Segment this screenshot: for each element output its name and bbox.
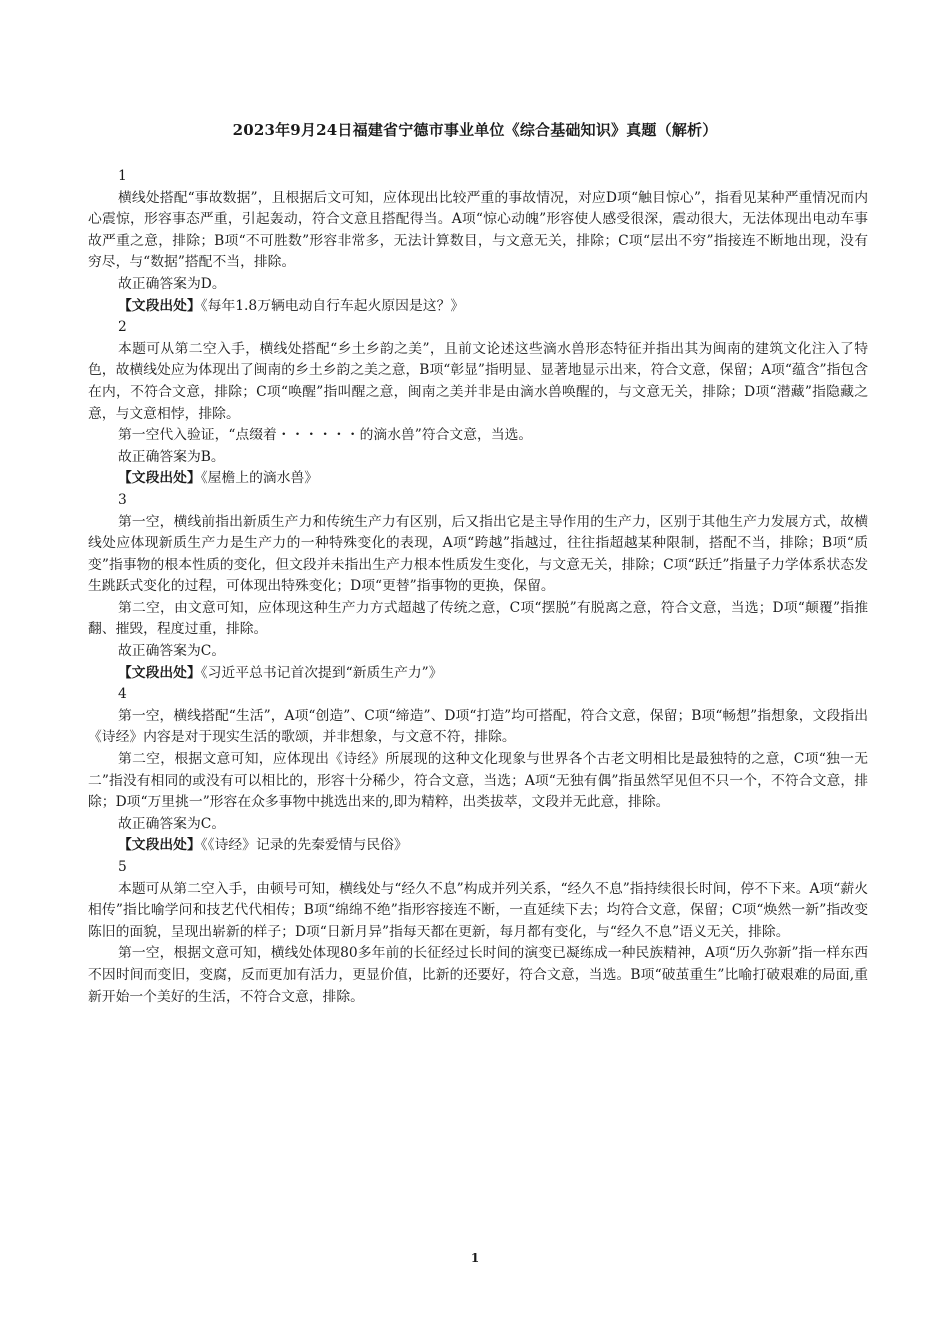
source-line bbox=[88, 663, 868, 685]
source-title: 《屋檐上的滴水兽》 bbox=[200, 470, 319, 487]
analysis-paragraph: 第一空，横线搭配“生活”，A项“创造”、C项“缔造”、D项“打造”均可搭配，符合文意，保留；B项“畅想”指想象，文段指出《诗经》内容是对于现实生活的歌颂，并非想象，与文意不符，排除。 bbox=[88, 707, 868, 746]
source-line bbox=[88, 296, 868, 318]
question-number: 4 bbox=[118, 686, 127, 703]
analysis-paragraph: 第一空，根据文意可知，横线处体现80多年前的长征经过长时间的演变已凝练成一种民族精神，A项“历久弥新”指一样东西不因时间而变旧，变腐，反而更加有活力，更显价值，比新的还要好，符合文意，当选。B项“破茧重生”比喻打破艰难的局面,重新开始一个美好的生活，不符合文意，排除。 bbox=[88, 945, 868, 1005]
question-number: 2 bbox=[118, 319, 127, 336]
document-title: 2023年9月24日福建省宁德市事业单位《综合基础知识》真题（解析） bbox=[232, 121, 718, 139]
source-line bbox=[88, 468, 868, 490]
analysis-paragraph: 第二空，根据文意可知，应体现出《诗经》所展现的这种文化现象与世界各个古老文明相比是最独特的之意，C项“独一无二”指没有相同的或没有可以相比的，形容十分稀少，符合文意，当选；A项“无独有偶”指虽然罕见但不只一个，不符合文意，排除；D项“万里挑一”形容在众多事物中挑选出来的,即为精粹，出类拔萃，文段并无此意，排除。 bbox=[88, 751, 868, 811]
question-number: 5 bbox=[118, 859, 127, 875]
source-label: 【文段出处】 bbox=[118, 470, 201, 487]
answer-line: 故正确答案为B。 bbox=[118, 448, 225, 465]
question-number: 3 bbox=[118, 491, 127, 508]
source-title: 《每年1.8万辆电动自行车起火原因是这？》 bbox=[200, 297, 465, 314]
question-number: 1 bbox=[118, 168, 127, 184]
answer-line: 故正确答案为C。 bbox=[118, 815, 226, 832]
source-line bbox=[88, 835, 868, 857]
answer-line: 故正确答案为C。 bbox=[118, 643, 226, 660]
source-label: 【文段出处】 bbox=[118, 664, 201, 681]
analysis-paragraph: 第一空代入验证，“点缀着・・・・・・的滴水兽”符合文意，当选。 bbox=[118, 427, 533, 444]
answer-line: 故正确答案为D。 bbox=[118, 275, 226, 292]
analysis-paragraph: 横线处搭配“事故数据”，且根据后文可知，应体现出比较严重的事故情况，对应D项“触目惊心”，指看见某种严重情况而内心震惊，形容事态严重，引起轰动，符合文意且搭配得当。A项“惊心动魄”形容使人感受很深，震动很大，无法体现出电动车事故严重之意，排除；B项“不可胜数”形容非常多，无法计算数目，与文意无关，排除；C项“层出不穷”指接连不断地出现，没有穷尽，与“数据”搭配不当，排除。 bbox=[88, 189, 868, 271]
document-body bbox=[88, 166, 868, 1008]
source-label: 【文段出处】 bbox=[118, 297, 201, 314]
source-title: 《习近平总书记首次提到“新质生产力”》 bbox=[200, 664, 443, 681]
source-label: 【文段出处】 bbox=[118, 837, 201, 854]
analysis-paragraph: 第一空，横线前指出新质生产力和传统生产力有区别，后又指出它是主导作用的生产力，区别于其他生产力发展方式，故横线处应体现新质生产力是生产力的一种特殊变化的表现，A项“跨越”指越过，往往指超越某种限制，搭配不当，排除；B项“质变”指事物的根本性质的变化，但文段并未指出生产力根本性质发生变化，与文意无关，排除；C项“跃迁”指量子力学体系状态发生跳跃式变化的过程，可体现出特殊变化；D项“更替”指事物的更换，保留。 bbox=[88, 513, 868, 595]
page-number: 1 bbox=[470, 1251, 480, 1265]
analysis-paragraph: 本题可从第二空入手，横线处搭配“乡土乡韵之美”，且前文论述这些滴水兽形态特征并指出其为闽南的建筑文化注入了特色，故横线处应为体现出了闽南的乡土乡韵之美之意，B项“彰显”指明显、显著地显示出来，符合文意，保留；A项“蕴含”指包含在内，不符合文意，排除；C项“唤醒”指叫醒之意，闽南之美并非是由滴水兽唤醒的，与文意无关，排除；D项“潜藏”指隐藏之意，与文意相悖，排除。 bbox=[88, 340, 868, 422]
analysis-paragraph: 第二空，由文意可知，应体现这种生产力方式超越了传统之意，C项“摆脱”有脱离之意，符合文意，当选；D项“颠覆”指推翻、摧毁，程度过重，排除。 bbox=[88, 599, 868, 638]
analysis-paragraph: 本题可从第二空入手，由顿号可知，横线处与“经久不息”构成并列关系，“经久不息”指持续很长时间，停不下来。A项“薪火相传”指比喻学问和技艺代代相传；B项“绵绵不绝”指形容接连不断，一直延续下去；均符合文意，保留；C项“焕然一新”指改变陈旧的面貌，呈现出崭新的样子；D项“日新月异”指每天都在更新，每月都有变化，与“经久不息”语义无关，排除。 bbox=[88, 880, 868, 940]
source-title: 《《诗经》记录的先秦爱情与民俗》 bbox=[200, 837, 408, 854]
